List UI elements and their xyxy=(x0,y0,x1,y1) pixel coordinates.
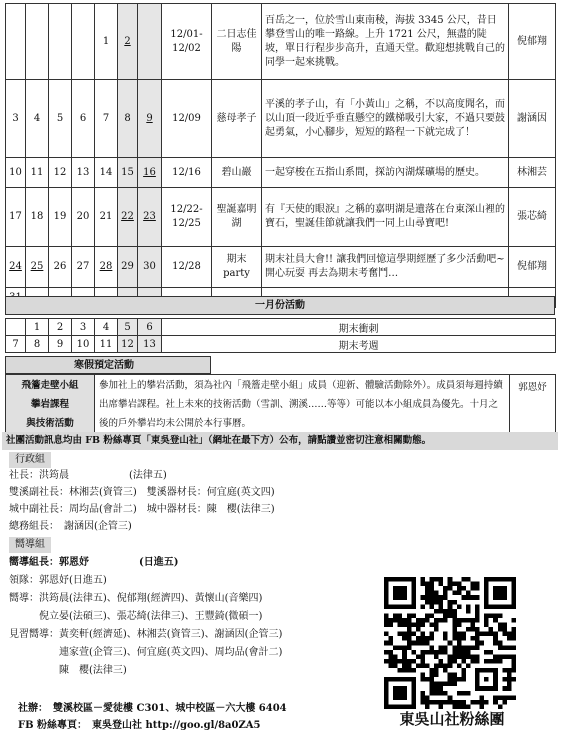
event-leader: 張芯綺 xyxy=(509,188,556,247)
january-table xyxy=(5,318,556,353)
day-cell xyxy=(6,319,26,336)
day-number: 14 xyxy=(99,166,113,178)
day-number: 6 xyxy=(79,112,87,124)
day-cell xyxy=(72,158,95,188)
day-cell xyxy=(118,4,138,80)
day-cell: 2 xyxy=(49,319,72,336)
day-cell xyxy=(6,188,26,247)
day-cell xyxy=(49,188,72,247)
day-cell xyxy=(72,247,95,288)
january-title: 一月份活動 xyxy=(5,296,555,315)
day-cell: 3 xyxy=(72,319,95,336)
event-desc: 期末社員大會!! 讓我們回憶這學期經歷了多少活動吧~ 開心玩耍 再去為期末考奮鬥… xyxy=(262,247,509,288)
event-leader: 倪郁翔 xyxy=(509,4,556,80)
day-cell xyxy=(6,158,26,188)
day-number: 28 xyxy=(99,261,113,272)
day-cell: 11 xyxy=(95,336,118,353)
guide-line: 陳 櫻(法律三) xyxy=(9,665,127,676)
day-cell xyxy=(118,80,138,158)
day-cell xyxy=(26,247,49,288)
winter-name-line: 飛簷走壁小組 xyxy=(21,380,79,391)
day-cell xyxy=(138,80,162,158)
day-number: 4 xyxy=(33,112,41,124)
event-name: 慈母孝子 xyxy=(212,80,262,158)
day-number: 12 xyxy=(53,166,67,178)
admin-line: 社長：洪筠晨 (法律五) xyxy=(9,470,167,481)
day-number: 5 xyxy=(56,112,64,124)
day-cell xyxy=(26,188,49,247)
day-cell xyxy=(49,80,72,158)
day-number: 26 xyxy=(53,261,67,272)
day-number: 20 xyxy=(76,211,90,222)
day-number: 8 xyxy=(124,112,131,124)
day-cell xyxy=(95,80,118,158)
day-cell: 1 xyxy=(26,319,49,336)
guide-group-label: 嚮導組 xyxy=(9,537,51,553)
day-cell xyxy=(138,158,162,188)
day-cell xyxy=(138,247,162,288)
day-cell xyxy=(72,80,95,158)
day-cell: 7 xyxy=(6,336,26,353)
day-number: 29 xyxy=(121,261,134,272)
event-desc: 有『天使的眼淚』之稱的嘉明湖是遺落在台東深山裡的寶石，聖誕佳節就讓我們一同上山尋寶吧! xyxy=(262,188,509,247)
day-cell xyxy=(118,188,138,247)
fb-page-link[interactable]: FB 粉絲專頁： 東吳登山社 http://goo.gl/8a0ZA5 xyxy=(18,720,261,731)
event-desc: 一起穿梭在五指山系間，探訪內湖煤礦場的歷史。 xyxy=(262,158,509,188)
day-number: 17 xyxy=(9,211,22,222)
day-cell xyxy=(95,247,118,288)
day-number: 2 xyxy=(124,35,131,47)
day-number: 22 xyxy=(121,211,134,222)
event-date: 12/01-12/02 xyxy=(162,4,212,80)
day-number: 18 xyxy=(30,211,44,222)
schedule-row xyxy=(6,188,556,247)
day-cell xyxy=(95,4,118,80)
day-number: 3 xyxy=(12,112,19,124)
event-date: 12/09 xyxy=(162,80,212,158)
winter-table xyxy=(5,374,556,435)
day-cell xyxy=(72,188,95,247)
day-cell xyxy=(6,4,26,80)
winter-title: 寒假預定活動 xyxy=(5,356,211,374)
day-number: 9 xyxy=(146,112,153,124)
day-number: 16 xyxy=(143,166,156,178)
january-event: 期末衝刺 xyxy=(162,319,556,336)
day-number: 11 xyxy=(30,166,44,178)
winter-activity-desc: 參加社上的攀岩活動，須為社內「飛簷走壁小組」成員（迎新、體驗活動除外）。成員須每週持續出席攀岩課程。社上未來的技術活動（雪訓、溯溪……等等）可能以本小組成員為優先。十月之後的戶外攀岩均未公開於本行事曆。 xyxy=(95,375,510,435)
day-number: 1 xyxy=(102,35,110,47)
fb-notice: 社團活動訊息均由 FB 粉絲專頁「東吳登山社」（網址在最下方）公布，請點讚並密切注意相關動態。 xyxy=(2,432,558,450)
day-number: 13 xyxy=(76,166,90,178)
event-desc: 百岳之一，位於雪山東南稜，海拔 3345 公尺，昔日攀登雪山的唯一路線。上升 1721 公尺，無盡的陡坡，單日行程步步高升，直通天堂。歡迎想挑戰自己的同學一起來挑戰。 xyxy=(262,4,509,80)
event-name: 碧山巖 xyxy=(212,158,262,188)
club-office: 社辦： 雙溪校區－愛徒樓 C301、城中校區－六大樓 6404 xyxy=(18,703,287,714)
day-number: 15 xyxy=(121,166,134,178)
december-schedule-table xyxy=(5,3,556,308)
event-leader: 林湘芸 xyxy=(509,158,556,188)
day-cell xyxy=(72,4,95,80)
day-cell xyxy=(49,158,72,188)
event-desc: 平溪的孝子山，有「小黃山」之稱，不以高度聞名，而以山頂一段近乎垂直懸空的鐵梯吸引大家，不過只要鼓起勇氣，小心腳步，短短的路程一下就完成了！ xyxy=(262,80,509,158)
event-name: 二日志佳陽 xyxy=(212,4,262,80)
day-cell xyxy=(118,247,138,288)
day-number: 19 xyxy=(53,211,67,222)
admin-line: 總務組長： 謝涵因(企管三) xyxy=(9,521,132,532)
schedule-row xyxy=(6,80,556,158)
day-cell: 13 xyxy=(138,336,162,353)
schedule-row xyxy=(6,158,556,188)
january-event: 期末考週 xyxy=(162,336,556,353)
day-cell xyxy=(138,188,162,247)
admin-group-label: 行政組 xyxy=(9,452,51,468)
january-row xyxy=(6,319,556,336)
schedule-row xyxy=(6,4,556,80)
day-cell: 6 xyxy=(138,319,162,336)
guide-line: 見習嚮導：黃奕軒(經濟延)、林湘芸(資管三)、謝涵因(企管三) xyxy=(9,629,283,640)
day-cell xyxy=(95,158,118,188)
guide-head: 嚮導組長：郭恩妤 (日進五) xyxy=(9,557,179,568)
event-date: 12/16 xyxy=(162,158,212,188)
day-number: 24 xyxy=(9,261,22,272)
schedule-row xyxy=(6,247,556,288)
qr-code-icon[interactable] xyxy=(384,577,516,709)
day-cell: 10 xyxy=(72,336,95,353)
january-row xyxy=(6,336,556,353)
guide-line: 領隊：郭恩妤(日進五) xyxy=(9,575,107,586)
day-cell xyxy=(49,4,72,80)
day-number: 23 xyxy=(143,211,156,222)
admin-line: 城中副社長：周均品(會計二) 城中器材長：陳 櫻(法律三) xyxy=(9,504,275,515)
day-cell: 9 xyxy=(49,336,72,353)
day-cell xyxy=(6,247,26,288)
day-cell: 8 xyxy=(26,336,49,353)
event-leader: 倪郁翔 xyxy=(509,247,556,288)
event-date: 12/28 xyxy=(162,247,212,288)
guide-line: 嚮導：洪筠晨(法律五)、倪郁翔(經濟四)、黃懷山(音樂四) xyxy=(9,593,263,604)
day-cell xyxy=(26,4,49,80)
winter-name-line: 與技術活動 xyxy=(26,418,74,429)
event-name: 期末 party xyxy=(212,247,262,288)
day-cell: 5 xyxy=(118,319,138,336)
day-cell xyxy=(26,158,49,188)
guide-line: 連家萱(企管三)、何宜庭(英文四)、周均品(會計二) xyxy=(9,647,283,658)
day-cell: 4 xyxy=(95,319,118,336)
guide-line: 倪立晏(法碩三)、張芯綺(法律三)、王豐錡(微碩一) xyxy=(9,611,263,622)
day-number: 10 xyxy=(9,166,22,178)
day-cell xyxy=(95,188,118,247)
event-date: 12/22-12/25 xyxy=(162,188,212,247)
day-cell xyxy=(138,4,162,80)
day-number: 27 xyxy=(76,261,90,272)
day-number: 25 xyxy=(30,261,44,272)
event-name: 聖誕嘉明湖 xyxy=(212,188,262,247)
winter-name-line: 攀岩課程 xyxy=(30,399,69,410)
day-cell xyxy=(26,80,49,158)
winter-activity-name xyxy=(6,375,95,435)
day-number: 21 xyxy=(99,211,113,222)
day-cell xyxy=(6,80,26,158)
day-number: 7 xyxy=(102,112,110,124)
day-cell xyxy=(118,158,138,188)
day-cell: 12 xyxy=(118,336,138,353)
day-number: 30 xyxy=(143,261,156,272)
winter-activity-leader: 郭恩妤 xyxy=(510,375,556,435)
qr-caption: 東吳山社粉絲團 xyxy=(399,710,505,728)
admin-line: 雙溪副社長：林湘芸(資管三) 雙溪器材長：何宜庭(英文四) xyxy=(9,487,275,498)
event-leader: 謝涵因 xyxy=(509,80,556,158)
day-cell xyxy=(49,247,72,288)
